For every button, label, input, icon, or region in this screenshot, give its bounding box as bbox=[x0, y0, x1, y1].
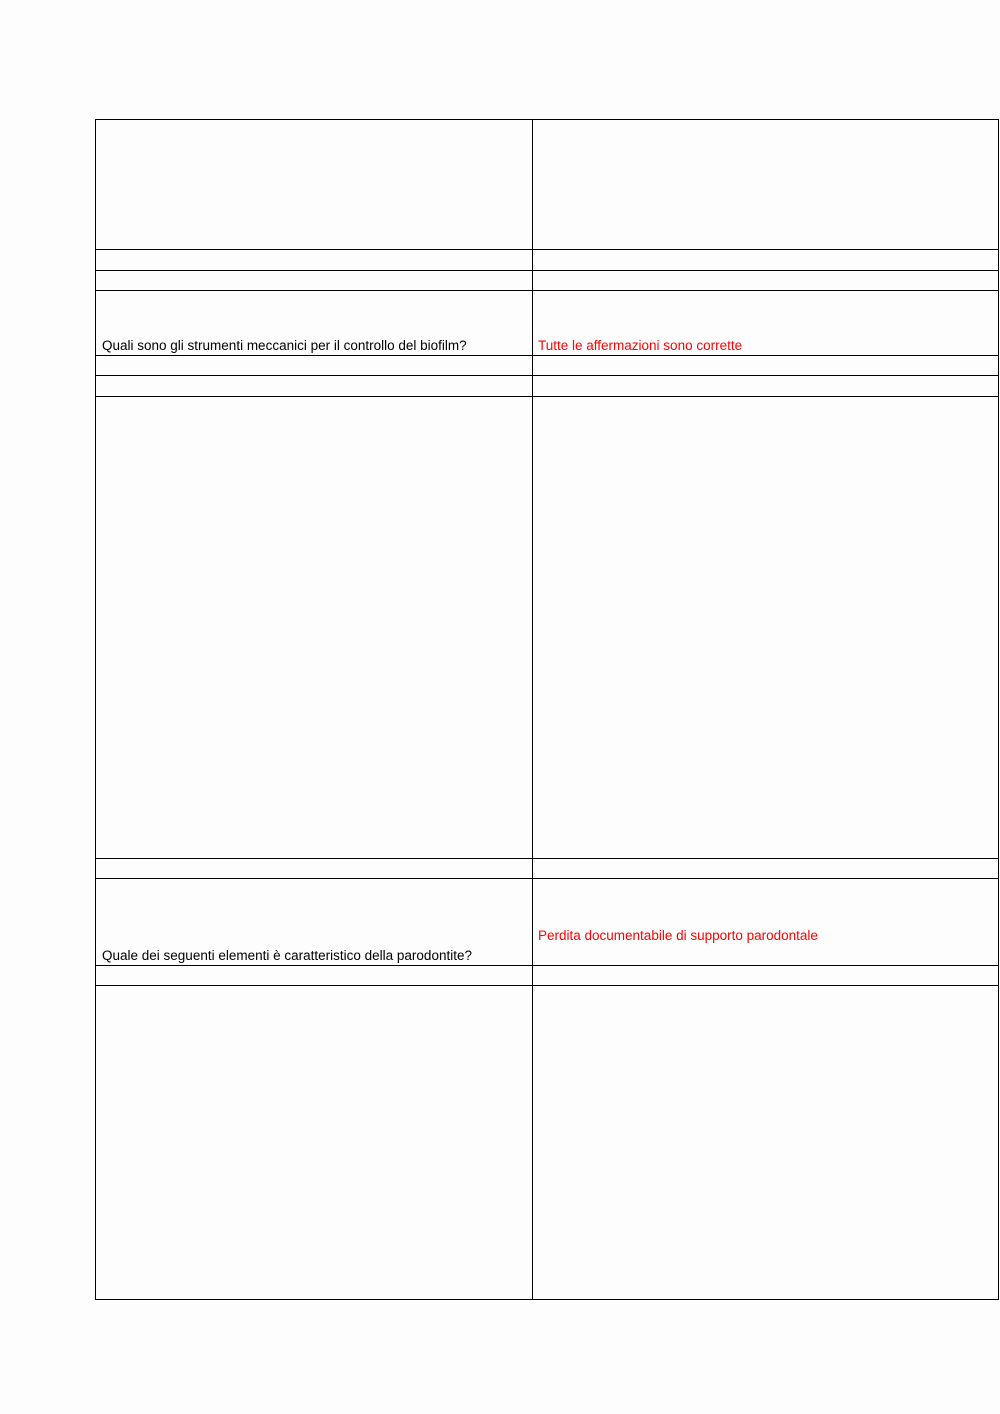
row-divider bbox=[96, 985, 998, 986]
row-divider bbox=[96, 290, 998, 291]
row-divider bbox=[96, 270, 998, 271]
row-divider bbox=[96, 878, 998, 879]
row-divider bbox=[96, 375, 998, 376]
question-text: Quale dei seguenti elementi è caratteristico della parodontite? bbox=[102, 948, 472, 963]
question-table bbox=[95, 119, 999, 1300]
row-divider bbox=[96, 965, 998, 966]
column-divider bbox=[532, 120, 533, 1299]
answer-text: Tutte le affermazioni sono corrette bbox=[538, 338, 743, 353]
question-text: Quali sono gli strumenti meccanici per il controllo del biofilm? bbox=[102, 338, 467, 353]
answer-text: Perdita documentabile di supporto parodontale bbox=[538, 928, 818, 943]
row-divider bbox=[96, 858, 998, 859]
row-divider bbox=[96, 249, 998, 250]
row-divider bbox=[96, 396, 998, 397]
row-divider bbox=[96, 355, 998, 356]
